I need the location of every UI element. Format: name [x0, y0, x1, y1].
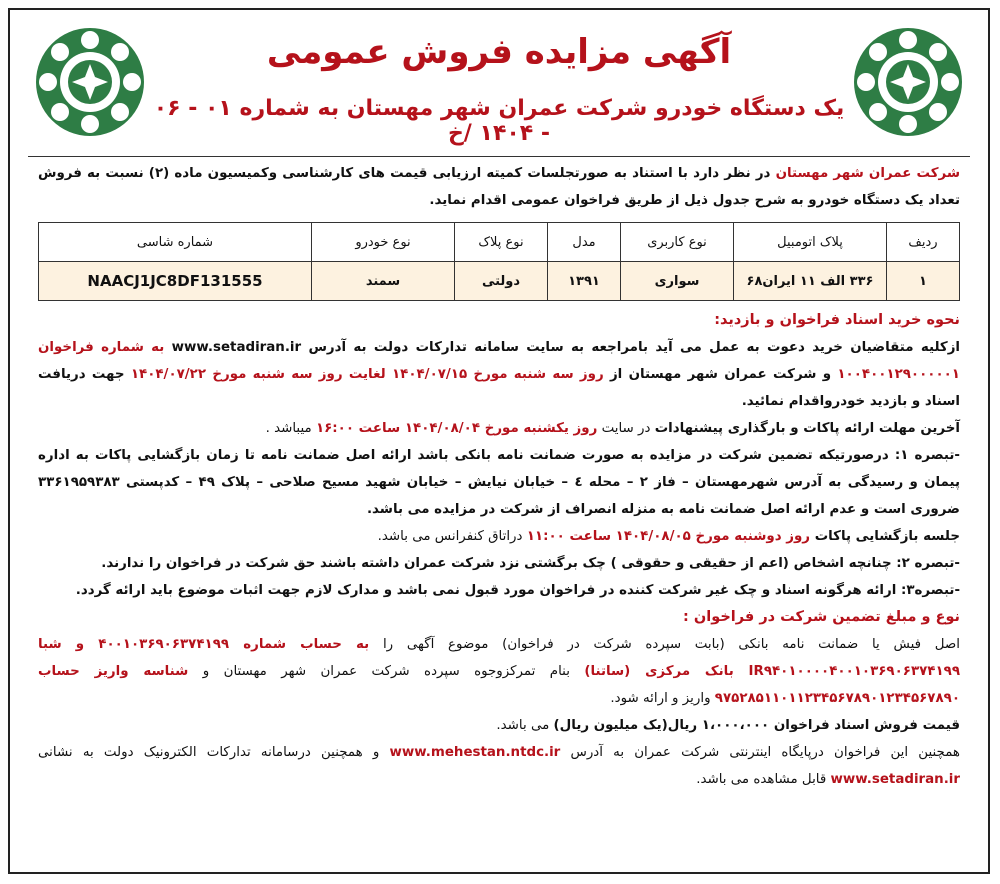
company-name: شرکت عمران شهر مهستان [775, 166, 960, 181]
guarantee-paragraph: اصل فیش یا ضمانت نامه بانکی (بابت سپرده شرکت در فراخوان) موضوع آگهی را به حساب شماره ۴۰۰۱۰۳۶۹۰۶۳۷۴۱۹۹ و شبا IR۹۴۰۱۰۰۰۰۴۰۰۱۰۳۶۹۰۶۳۷۴۱۹۹ بانک مرکزی (ساتنا) بنام تمرکزوجوه سپرده شرکت عمران شهر مهستان و شناسه واریز حساب ۹۷۵۲۸۵۱۱۰۱۱۲۳۴۵۶۷۸۹۰۱۲۳۴۵۶۷۸۹۰ واریز و ارائه شود. [38, 637, 960, 706]
mehestan-link[interactable]: www.mehestan.ntdc.ir [389, 745, 561, 760]
price-paragraph: قیمت فروش اسناد فراخوان ۱،۰۰۰،۰۰۰ ریال(یک میلیون ریال) می باشد. [496, 718, 960, 733]
col-header: نوع کاربری [621, 223, 734, 262]
col-header: نوع پلاک [455, 223, 548, 262]
col-header: نوع خودرو [312, 223, 455, 262]
table-cell: NAACJ1JC8DF131555 [39, 262, 312, 301]
note-2: -تبصره ۲: چنانچه اشخاص (اعم از حقیقی و حقوقی ) چک برگشتی نزد شرکت عمران داشته باشند حق شرکت در فراخوان را ندارند. [101, 556, 960, 571]
notice-frame [8, 8, 990, 874]
table-cell: ۱ [887, 262, 960, 301]
table-cell: ۱۳۹۱ [548, 262, 621, 301]
note-1: -تبصره ۱: درصورتیکه تضمین شرکت در مزایده به صورت ضمانت نامه بانکی باشد ارائه اصل ضمانت نامه تا زمان بازگشایی پاکات به اداره پیمان و رسیدگی به آدرس شهرمهستان – فاز ۲ – محله ٤ – خیابان نیایش – خیابان شهید مسیح صلاحی – پلاک ۴۹ – کدپستی ۳۳۶۱۹۵۹۳۸۳ ضروری است و عدم ارائه اصل ضمانت نامه به منزله انصراف از شرکت در مزایده می باشد. [38, 448, 960, 517]
guarantee-heading: نوع و مبلغ تضمین شرکت در فراخوان : [683, 609, 960, 625]
municipal-emblem-icon [34, 26, 146, 138]
col-header: شماره شاسی [39, 223, 312, 262]
setadiran-link[interactable]: www.setadiran.ir [171, 340, 302, 355]
table-cell: دولتی [455, 262, 548, 301]
intro-paragraph: شرکت عمران شهر مهستان در نظر دارد با استناد به صورتجلسات کمیته ارزیابی قیمت های کارشناسی وکمیسیون ماده (۲) نسبت به فروش تعداد یک دستگاه خودرو به شرح جدول ذیل از طریق فراخوان عمومی اقدام نماید. [38, 166, 960, 208]
municipal-emblem-icon [852, 26, 964, 138]
table-cell: سواری [621, 262, 734, 301]
purchase-paragraph: ازکلیه متقاضیان خرید دعوت به عمل می آید بامراجعه به سایت سامانه تدارکات دولت به آدرس www.setadiran.ir به شماره فراخوان ۱۰۰۴۰۰۱۲۹۰۰۰۰۰۱ و شرکت عمران شهر مهستان از روز سه شنبه مورخ ۱۴۰۴/۰۷/۱۵ لغایت روز سه شنبه مورخ ۱۴۰۴/۰۷/۲۲ جهت دریافت اسناد و بازدید خودرواقدام نمائید. [38, 340, 960, 409]
table-cell: سمند [312, 262, 455, 301]
deadline-paragraph: آخرین مهلت ارائه پاکات و بارگذاری پیشنهادات در سایت روز یکشنبه مورخ ۱۴۰۴/۰۸/۰۴ ساعت ۱۶:۰۰ میباشد . [265, 421, 960, 436]
purchase-heading: نحوه خرید اسناد فراخوان و بازدید: [714, 312, 960, 328]
col-header: مدل [548, 223, 621, 262]
col-header: پلاک اتومبیل [734, 223, 887, 262]
notice-title: آگهی مزایده فروش عمومی [266, 32, 732, 72]
vehicle-table [38, 222, 960, 301]
setadiran-link[interactable]: www.setadiran.ir [830, 772, 960, 787]
note-3: -تبصره۳: ارائه هرگونه اسناد و چک غیر شرکت کننده در فراخوان مورد قبول نمی باشد و مدارک لازم جهت اثبات موضوع باید ارائه گردد. [75, 583, 960, 598]
notice-subtitle: یک دستگاه خودرو شرکت عمران شهر مهستان به شماره ۰۱ - ۰۶ - ۱۴۰۴ /خ [153, 96, 845, 146]
opening-paragraph: جلسه بازگشایی پاکات روز دوشنبه مورخ ۱۴۰۴/۰۸/۰۵ ساعت ۱۱:۰۰ دراتاق کنفرانس می باشد. [377, 529, 960, 544]
footer-paragraph: همچنین این فراخوان درپایگاه اینترنتی شرکت عمران به آدرس www.mehestan.ntdc.ir و همچنین درسامانه تدارکات الکترونیک دولت به نشانی www.setadiran.ir قابل مشاهده می باشد. [38, 745, 960, 787]
col-header: ردیف [887, 223, 960, 262]
divider [28, 156, 970, 157]
table-row [39, 262, 960, 301]
table-cell: ۳۳۶ الف ۱۱ ایران۶۸ [734, 262, 887, 301]
table-header-row [39, 223, 960, 262]
notice-body [38, 160, 960, 793]
